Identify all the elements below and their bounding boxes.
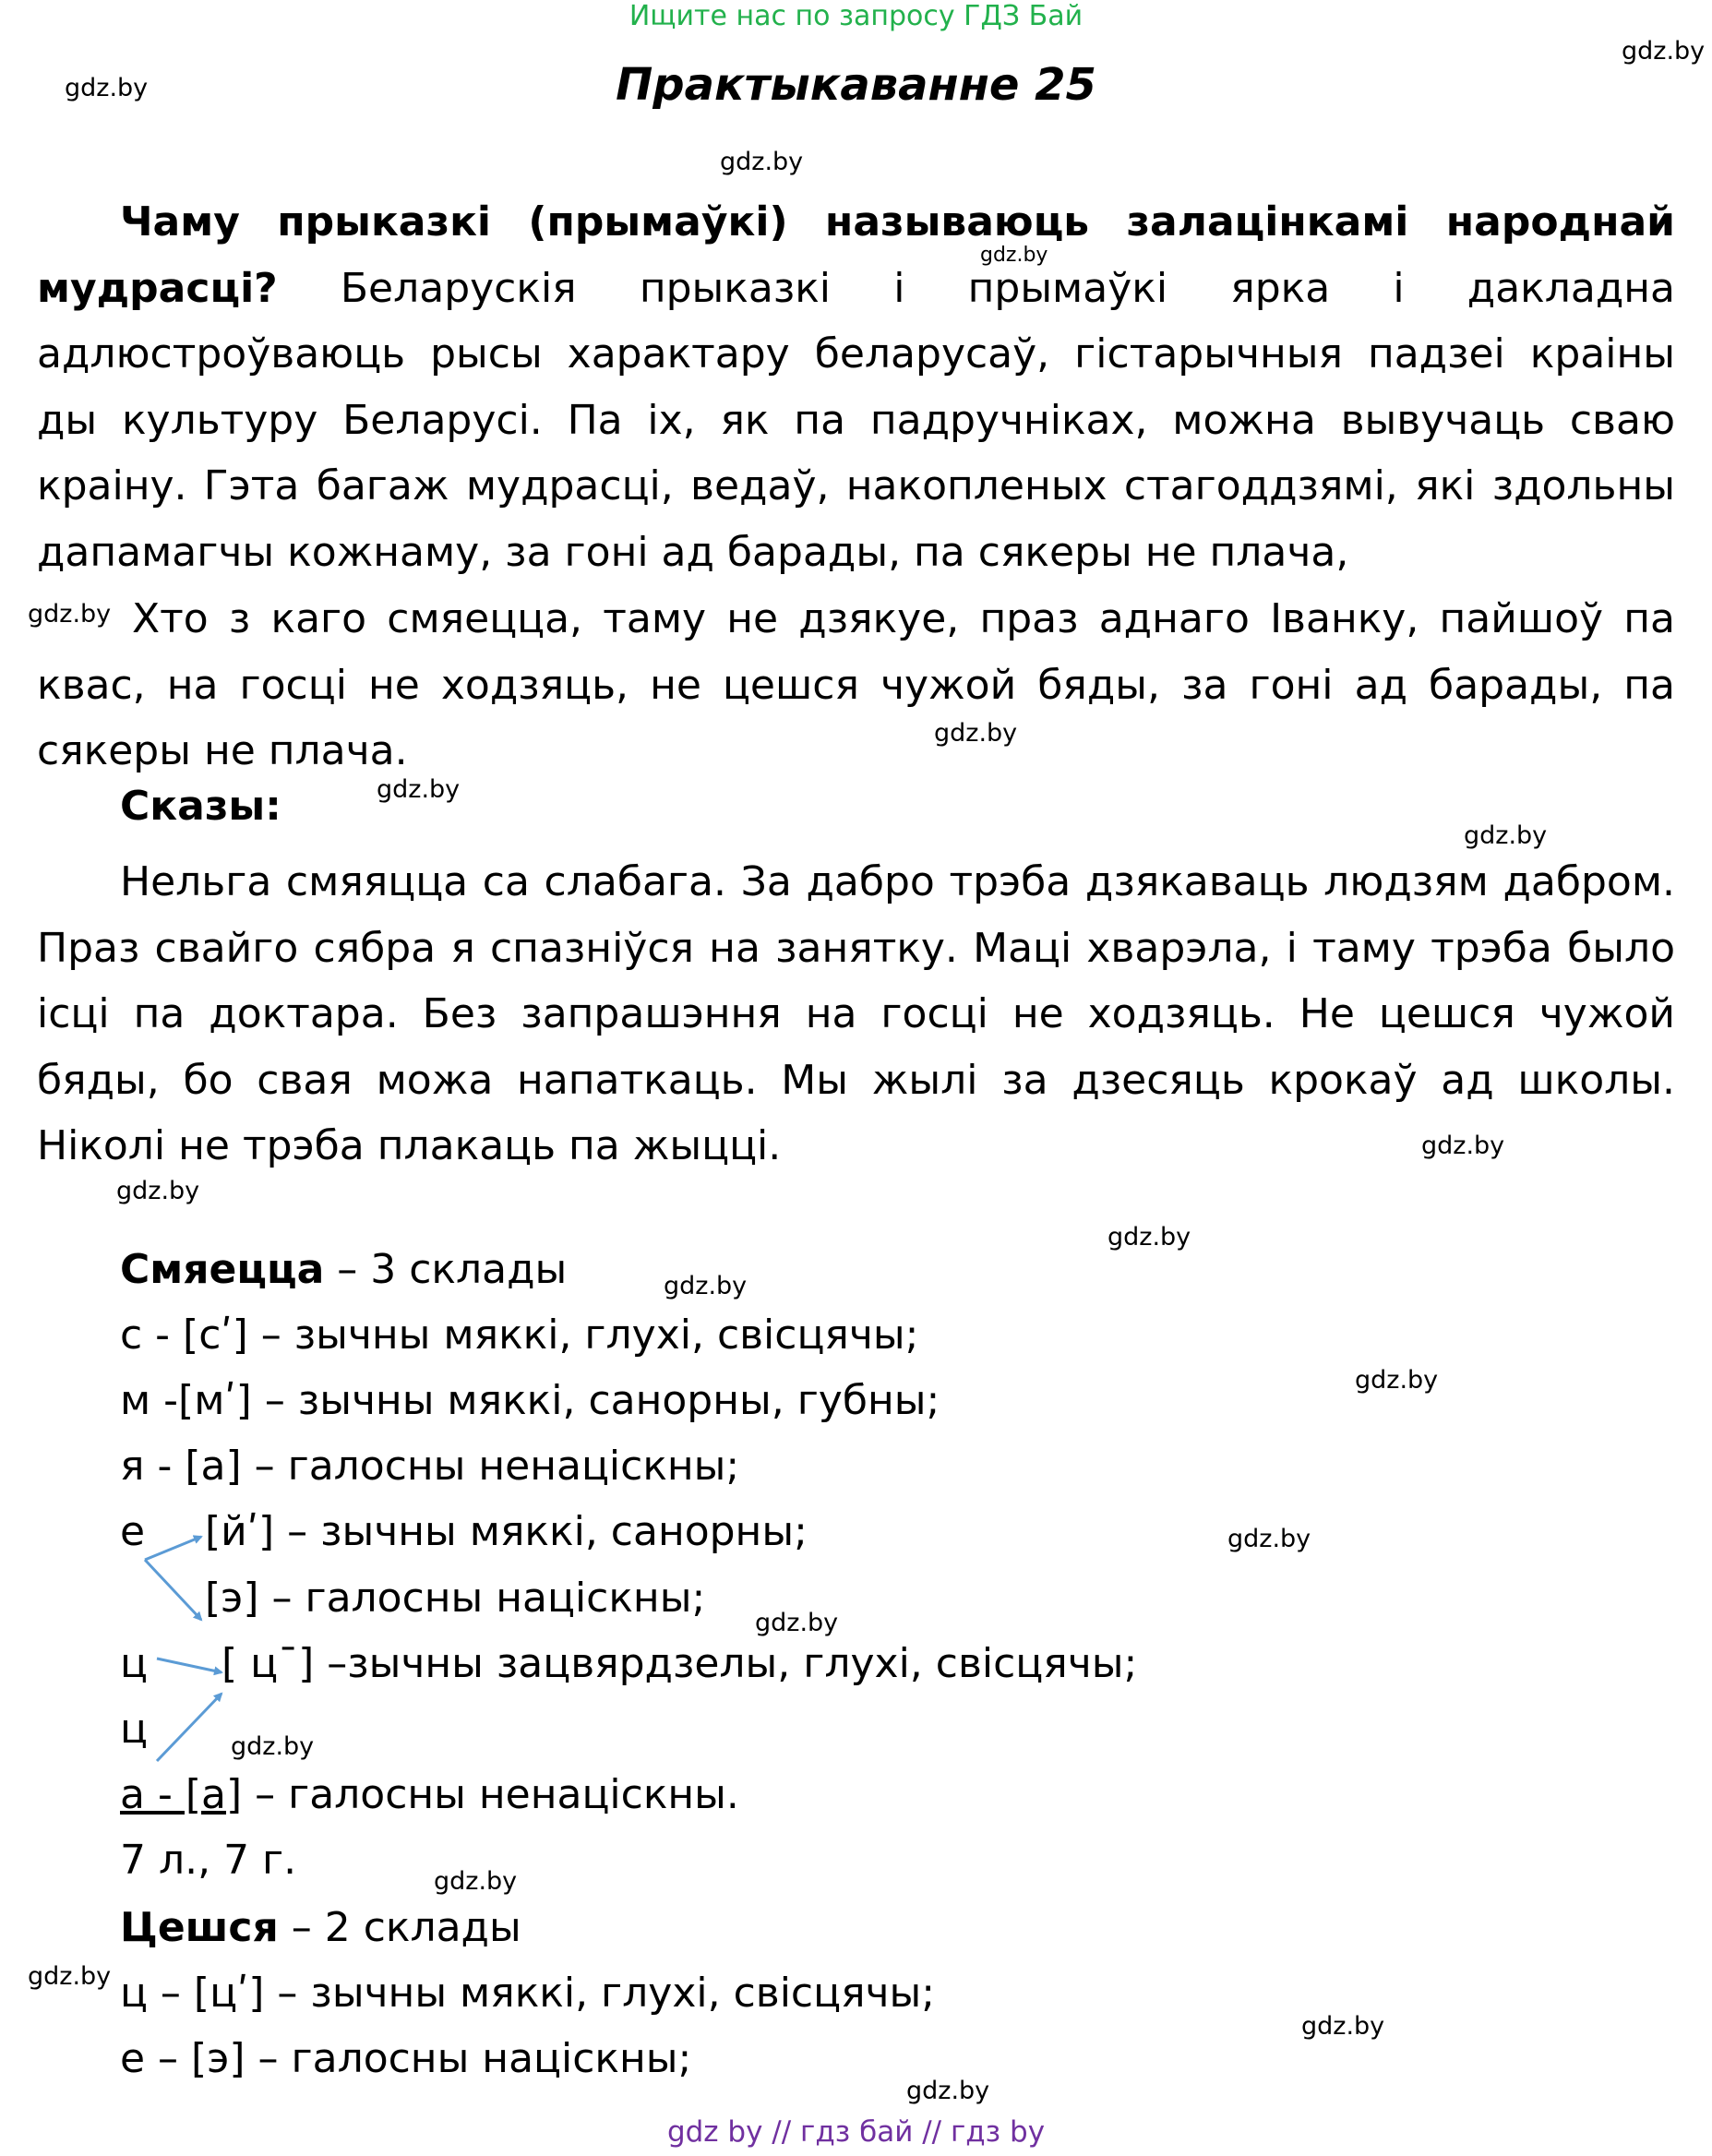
watermark: gdz.by [377,775,461,804]
sound-line: а - [а] – галосны ненаціскны. [120,1771,739,1818]
arrow-e-to-j [145,1537,201,1560]
watermark: gdz.by [664,1272,748,1300]
sound-line: ц – [цʹ] – зычны мяккі, глухі, свісцячы; [120,1970,936,2017]
watermark: gdz.by [906,2077,990,2105]
watermark: gdz.by [934,719,1018,748]
sound-line: [йʹ] – зычны мяккі, санорны; [205,1508,808,1555]
watermark: gdz.by [116,1177,200,1205]
arrow-ts1-to-ts [157,1659,221,1672]
arrow-e-to-e [145,1560,201,1620]
watermark: gdz.by [1301,2012,1385,2041]
analysis-word-smyaecca: Смяецца – 3 склады [120,1246,568,1293]
watermark: gdz.by [1622,37,1706,66]
sentences-paragraph: Нельга смяяцца са слабага. За дабро трэба дзякаваць людзям дабром. Праз свайго сябра я спазніўся на занятку. Маці хварэла, і таму трэба было ісці па доктара. Без запрашэння на госці не ходзяць. Не цешся чужой бяды, бо свая можа напаткаць. Мы жылі за дзесяць крокаў ад школы. Ніколі не трэба плакаць па жыцці. [37,858,1675,1169]
sound-line: я - [а] – галосны ненаціскны; [120,1443,740,1490]
watermark: gdz.by [720,148,804,176]
sound-line: м -[мʹ] – зычны мяккі, санорны, губны; [120,1377,940,1424]
sound-line: [ ц¯] –зычны зацвярдзелы, глухі, свісцячы; [221,1640,1138,1687]
watermark: gdz.by [28,1962,112,1991]
watermark: gdz.by [65,74,149,102]
letter-sound-count: 7 л., 7 г. [120,1837,297,1884]
watermark: gdz.by [755,1609,839,1637]
watermark: gdz.by [980,244,1048,267]
sound-line: с - [сʹ] – зычны мяккі, глухі, свісцячы; [120,1312,919,1359]
letter-ts: ц [120,1640,148,1687]
watermark: gdz.by [1355,1366,1439,1395]
sentences-heading: Сказы: [120,783,281,830]
arrow-ts2-to-ts [157,1694,221,1761]
sound-line: е – [э] – галосны націскны; [120,2035,692,2082]
search-banner[interactable]: Ищите нас по запросу ГДЗ Бай [629,0,1083,32]
intro-continuation: Хто з каго смяецца, таму не дзякуе, праз аднаго Іванку, пайшоў па квас, на госці не ходзяць, не цешся чужой бяды, за гоні ад барады, па сякеры не плача. [37,595,1675,774]
watermark: gdz.by [1464,821,1548,850]
footer-links[interactable]: gdz by // гдз бай // гдз by [666,2115,1046,2149]
watermark: gdz.by [1227,1525,1311,1553]
watermark: gdz.by [1421,1132,1505,1160]
sound-line: [э] – галосны націскны; [205,1575,706,1622]
watermark: gdz.by [231,1732,315,1761]
watermark: gdz.by [434,1867,518,1896]
intro-answer: Беларускія прыказкі і прымаўкі ярка і дакладна адлюстроўваюць рысы характару беларусаў, гістарычныя падзеі краіны ды культуру Беларусі. Па іх, як па падручніках, можна вывучаць сваю краіну. Гэта багаж мудрасці, ведаў, накопленых стагоддзямі, які здольны дапамагчы кожнаму, за гоні ад барады, па сякеры не плача, [37,264,1675,576]
watermark: gdz.by [28,600,112,629]
page-title: Практыкаванне 25 [616,59,1096,111]
intro-question: Чаму прыказкі (прымаўкі) называюць залацінкамі народнай мудрасці? [37,198,1675,312]
letter-e: е [120,1508,146,1555]
letter-ts: ц [120,1706,148,1753]
watermark: gdz.by [1107,1223,1191,1252]
analysis-word-cesha: Цешся – 2 склады [120,1904,521,1951]
